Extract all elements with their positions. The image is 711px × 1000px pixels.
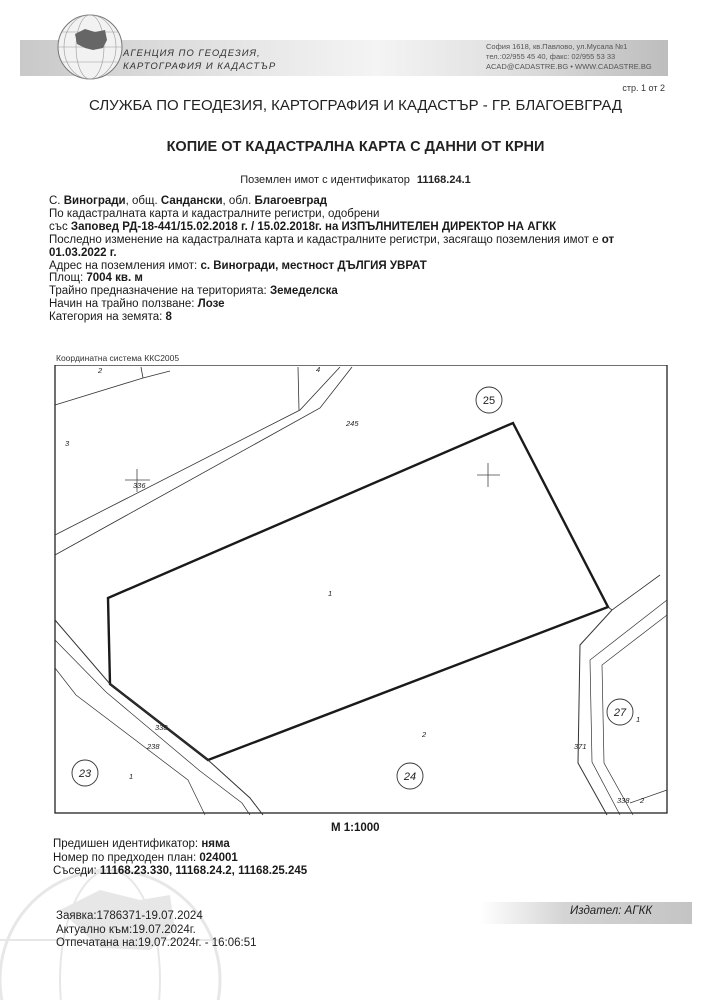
prior-plan-value: 024001	[199, 851, 238, 864]
order: Заповед РД-18-441/15.02.2018 г. / 15.02.2018г. на ИЗПЪЛНИТЕЛЕН ДИРЕКТОР НА АГКК	[70, 220, 557, 233]
identifier-value: 11168.24.1	[416, 174, 471, 186]
village-prefix: С.	[49, 195, 61, 207]
last-change-line	[49, 234, 689, 247]
order-line	[49, 221, 689, 234]
map-label-1-sw: 1	[129, 772, 134, 781]
purpose-value: Земеделска	[269, 285, 338, 298]
address-line	[49, 260, 689, 273]
property-info	[49, 195, 689, 324]
usage-line	[49, 298, 689, 311]
category-label: Категория на земята:	[49, 311, 163, 324]
map-label-2-se: 2	[640, 796, 645, 805]
last-change-text: Последно изменение на кадастралната карта и кадастралните регистри, засягащо поземления имот е	[49, 233, 599, 246]
previous-id-line	[53, 838, 307, 852]
agency-contact	[486, 42, 652, 72]
region: Благоевград	[254, 195, 328, 207]
coordinate-system: Координатна система ККС2005	[56, 353, 180, 363]
identifier-label: Поземлен имот с идентификатор	[240, 174, 410, 186]
category-line	[49, 311, 689, 324]
area-line	[49, 272, 689, 285]
prior-plan-label: Номер по предходен план:	[53, 851, 197, 864]
municipality: Сандански	[160, 195, 223, 207]
contact-phone: тел.:02/955 45 40, факс: 02/955 53 33	[486, 52, 616, 61]
area-label: Площ:	[49, 272, 84, 285]
neighbors-value: 11168.23.330, 11168.24.2, 11168.25.245	[99, 865, 308, 877]
service-title: СЛУЖБА ПО ГЕОДЕЗИЯ, КАРТОГРАФИЯ И КАДАСТЪР - ГР. БЛАГОЕВГРАД	[88, 97, 622, 114]
village: Виногради	[63, 195, 126, 207]
purpose-label: Трайно предназначение на територията:	[49, 285, 267, 298]
map-label-2-top: 2	[98, 366, 103, 375]
previous-id-label: Предишен идентификатор:	[53, 838, 199, 850]
page-number: стр. 1 от 2	[622, 83, 665, 93]
map-label-336: 336	[133, 481, 146, 490]
current-as-of: Актуално към:19.07.2024г.	[56, 923, 196, 936]
region-prefix: , обл.	[222, 195, 252, 207]
approval-text: По кадастралната карта и кадастралните регистри, одобрени	[49, 207, 380, 220]
block-27-label: 27	[613, 707, 627, 719]
municipality-prefix: , общ.	[125, 195, 158, 207]
agency-name	[123, 47, 276, 73]
area-value: 7004 кв. м	[86, 272, 143, 285]
document-title: КОПИЕ ОТ КАДАСТРАЛНА КАРТА С ДАННИ ОТ КРНИ	[166, 139, 545, 155]
block-23-label: 23	[78, 768, 92, 780]
block-24-label: 24	[403, 771, 417, 783]
cadastral-map	[48, 365, 672, 817]
usage-label: Начин на трайно ползване:	[49, 298, 195, 311]
last-change-prefix: от	[601, 233, 615, 246]
neighbors-label: Съседи:	[53, 865, 97, 877]
order-prefix: със	[49, 220, 68, 233]
parcel-details	[53, 838, 307, 879]
property-identifier	[0, 174, 711, 186]
block-25-label: 25	[482, 395, 496, 407]
map-label-4: 4	[316, 365, 321, 374]
previous-id-value: няма	[201, 838, 230, 850]
map-label-1: 1	[328, 589, 333, 598]
location-line	[49, 195, 689, 208]
agency-line-2: КАРТОГРАФИЯ И КАДАСТЪР	[123, 61, 277, 72]
map-label-1-e: 1	[636, 715, 641, 724]
map-label-371: 371	[574, 742, 587, 751]
footer-info	[56, 910, 257, 951]
printed-on: Отпечатана на:19.07.2024г. - 16:06:51	[56, 937, 257, 949]
map-label-2: 2	[422, 730, 427, 739]
neighbors-line	[53, 865, 307, 879]
map-label-338: 338	[155, 723, 168, 732]
contact-address: София 1618, кв.Павлово, ул.Мусала №1	[486, 42, 628, 51]
agency-line-1: АГЕНЦИЯ ПО ГЕОДЕЗИЯ,	[123, 48, 261, 59]
last-change-date: 01.03.2022 г.	[49, 246, 117, 259]
map-scale: М 1:1000	[331, 822, 380, 834]
map-label-245: 245	[346, 419, 359, 428]
usage-value: Лозе	[197, 298, 225, 311]
address-label: Адрес на поземления имот:	[49, 259, 198, 272]
prior-plan-line	[53, 852, 307, 866]
category-value: 8	[165, 311, 172, 324]
address-value: с. Виногради, местност ДЪЛГИЯ УВРАТ	[200, 259, 427, 272]
publisher: Издател: АГКК	[570, 905, 653, 917]
contact-web: ACAD@CADASTRE.BG • WWW.CADASTRE.BG	[486, 62, 652, 71]
purpose-line	[49, 285, 689, 298]
map-label-238: 238	[147, 742, 160, 751]
agency-globe-logo-icon	[55, 12, 125, 82]
request-number: Заявка:1786371-19.07.2024	[56, 910, 203, 922]
map-label-3: 3	[65, 439, 70, 448]
map-label-338-se: 338	[617, 796, 630, 805]
